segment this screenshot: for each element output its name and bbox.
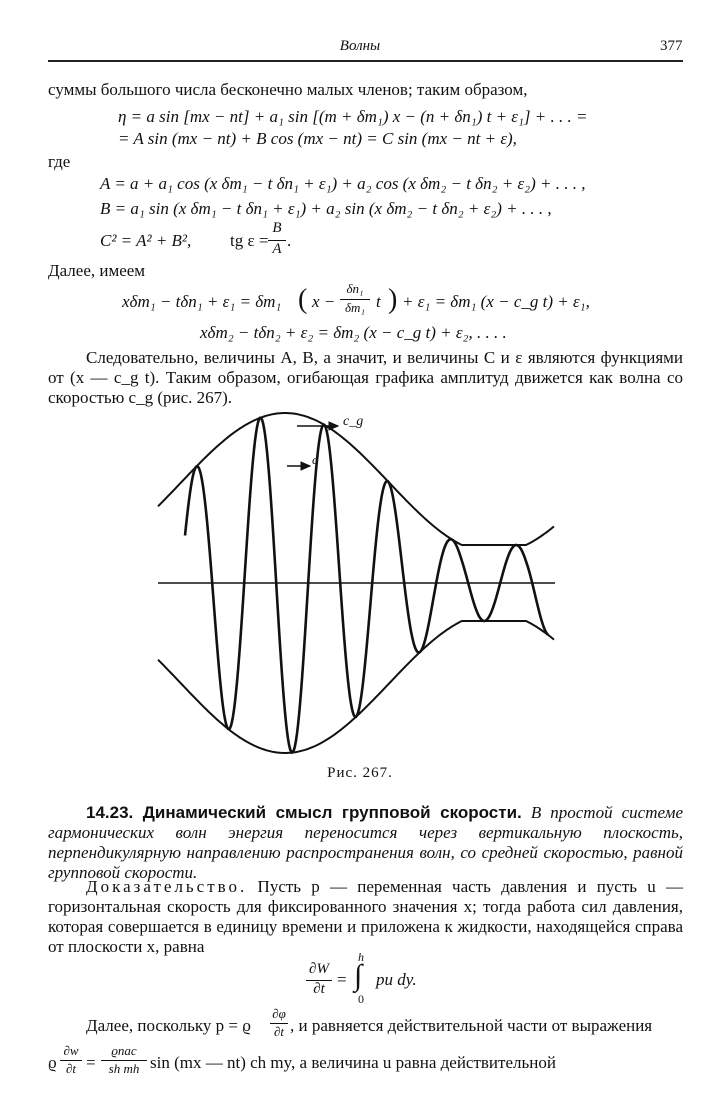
equation-tg-eps: tg ε = <box>230 231 269 250</box>
period: . <box>287 231 292 250</box>
t-var: t <box>376 292 381 311</box>
integral-upper: h <box>358 950 364 964</box>
equation-C-squared: C² = A² + B², <box>100 231 192 250</box>
running-head: Волны <box>339 38 381 54</box>
fraction-B-numerator: B <box>272 220 282 236</box>
figure-caption: Рис. 267. <box>327 765 393 781</box>
dw-numerator: ∂w <box>63 1043 79 1058</box>
last-line-text: sin (mx — nt) ch my, а величина u равна действительной <box>150 1053 556 1072</box>
section-statement: В простой системе гармонических волн энергия переносится через вертикальную плоскость, перпендикулярную направлению распространения волн, со средней скоростью, равной групповой скорости. <box>48 803 684 882</box>
equation-xdm1-left: xδm₁ − tδn₁ + ε₁ = δm₁ <box>122 292 282 311</box>
dphi-numerator: ∂φ <box>272 1006 286 1021</box>
equation-B: B = a₁ sin (x δm₁ − t δn₁ + ε₁) + a₂ sin (x δm₂ − t δn₂ + ε₂) + . . . , <box>100 199 552 218</box>
equation-eta-line2: = A sin (mx − nt) + B cos (mx − nt) = C sin (mx − nt + ε), <box>118 129 517 148</box>
further-since: Далее, поскольку p = ϱ <box>86 1016 251 1035</box>
section-14-23 <box>48 803 683 883</box>
where-word: где <box>48 152 71 171</box>
proof-text: Пусть p — переменная часть давления и пусть u — горизонтальная скорость для фиксированного значения x; тогда работа сил давления, которая совершается в единицу времени и приложена к жидкости, находящейся справа от плоскости x, равна <box>48 877 683 956</box>
equals-2: = <box>86 1053 96 1072</box>
arrow-cg-head <box>329 422 338 430</box>
paragraph-consequently: Следовательно, величины A, B, а значит, и величины C и ε являются функциями от (x — c_g t). Таким образом, огибающая графика амплитуд движется как волна со скоростью c_g (рис. 267). <box>48 348 683 407</box>
x-minus: x − <box>312 292 336 311</box>
rho-symbol: ϱ <box>48 1053 57 1072</box>
paren-open: ( <box>298 284 308 315</box>
fraction-dm1: δm₁ <box>345 300 365 315</box>
envelope-upper <box>158 413 554 545</box>
sh-mh-denominator: sh mh <box>108 1061 140 1076</box>
arrow-c-head <box>301 462 310 470</box>
equals: = <box>337 970 347 989</box>
equation-xdm2: xδm₂ − tδn₂ + ε₂ = δm₂ (x − c_g t) + ε₂, . . . . <box>200 323 507 342</box>
real-part-text: , и равняется действительной части от выражения <box>290 1016 653 1035</box>
equation-eta-line1: η = a sin [mx − nt] + a₁ sin [(m + δm₁) x − (n + δn₁) t + ε₁] + . . . = <box>118 107 588 126</box>
dt-denominator: ∂t <box>313 981 325 997</box>
intro-line: суммы большого числа бесконечно малых членов; таким образом, <box>48 80 528 99</box>
rho-nac-numerator: ϱnac <box>111 1043 137 1058</box>
carrier-wave <box>185 418 548 753</box>
paren-close: ) <box>388 284 398 315</box>
further-we-have: Далее, имеем <box>48 261 146 280</box>
integral-lower: 0 <box>358 992 364 1006</box>
equation-A: A = a + a₁ cos (x δm₁ − t δn₁ + ε₁) + a₂ cos (x δm₂ − t δn₂ + ε₂) + . . . , <box>100 174 586 193</box>
proof-paragraph <box>48 877 683 957</box>
integrand: pu dy. <box>376 970 417 989</box>
integral-sign: ∫ <box>354 959 363 992</box>
dt-denominator-3: ∂t <box>65 1061 77 1076</box>
page-number: 377 <box>660 38 683 54</box>
dW-numerator: ∂W <box>309 961 329 977</box>
proof-word: Доказательство. <box>86 877 248 896</box>
fraction-A-denominator: A <box>272 241 282 257</box>
fraction-dn1: δn₁ <box>346 281 364 296</box>
section-heading: 14.23. Динамический смысл групповой скорости. <box>86 803 522 822</box>
label-cg: c_g <box>343 414 364 429</box>
equation-xdm1-right: + ε₁ = δm₁ (x − c_g t) + ε₁, <box>402 292 590 311</box>
label-c: c <box>312 452 318 467</box>
dt-denominator-2: ∂t <box>273 1024 285 1039</box>
